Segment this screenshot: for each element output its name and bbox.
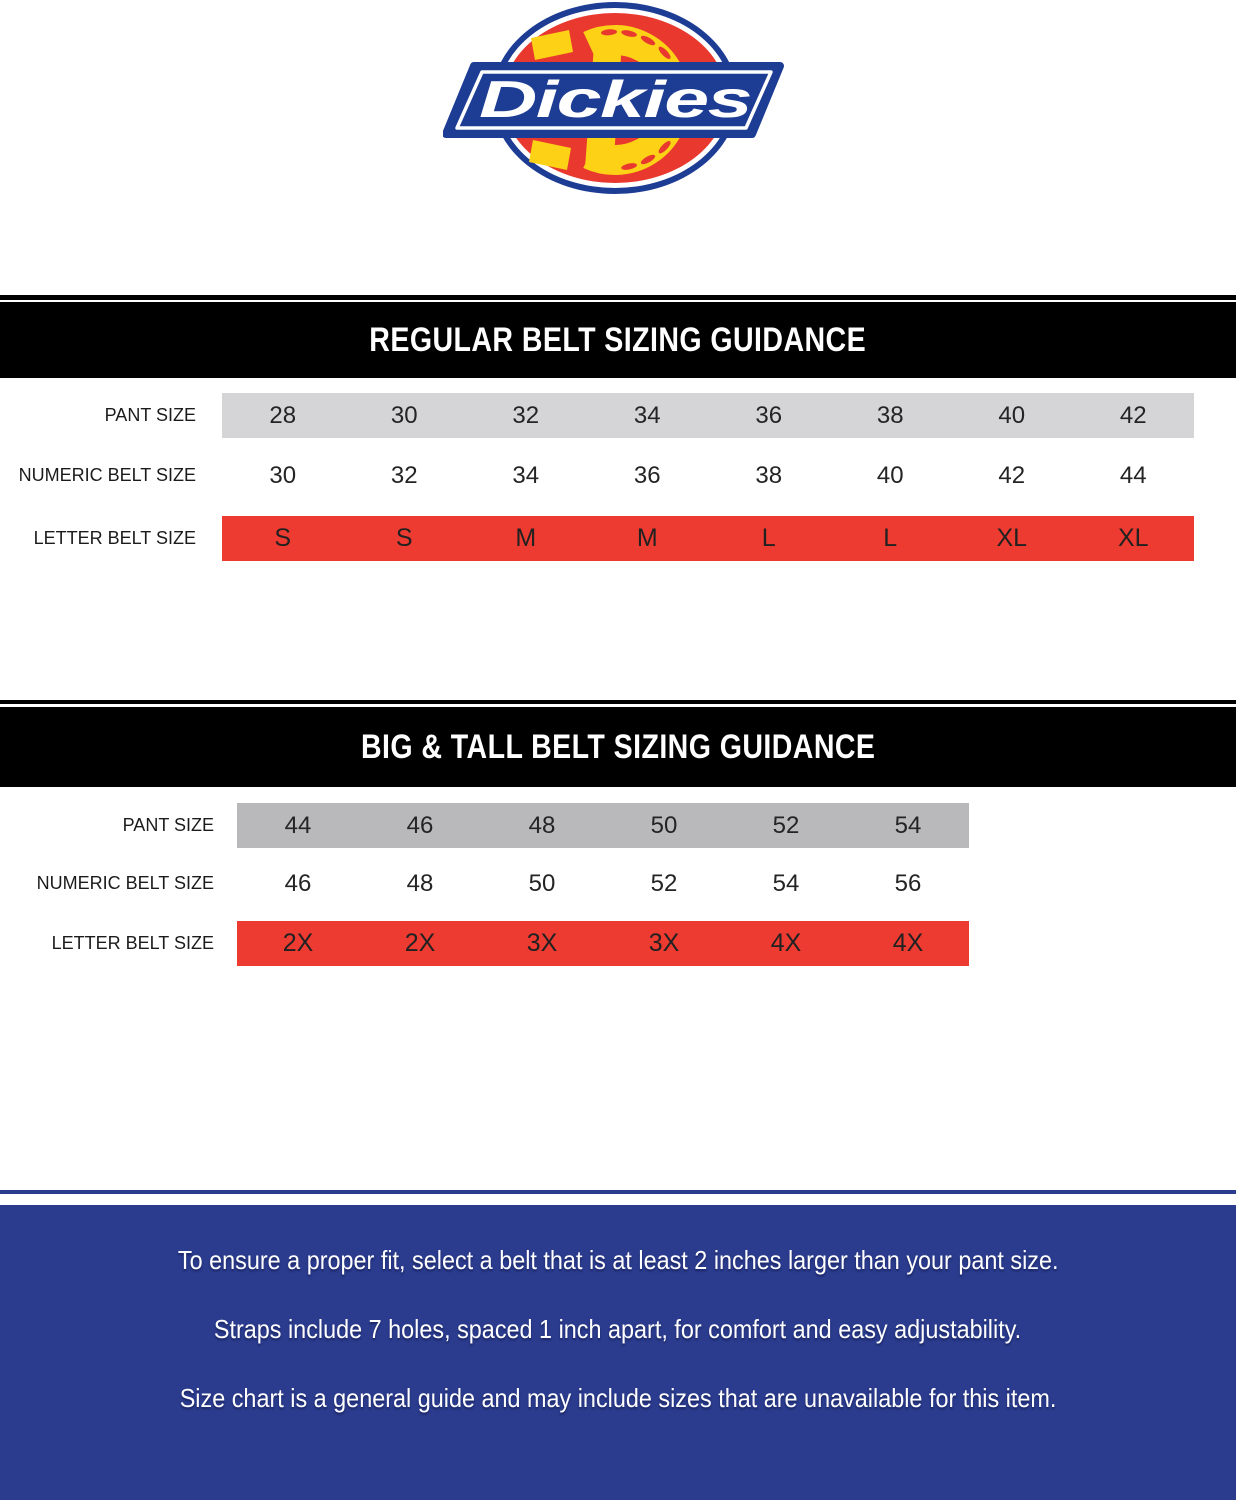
size-cell: 46: [284, 869, 312, 897]
size-cell: 40: [876, 461, 904, 489]
size-cell: 42: [998, 461, 1026, 489]
size-cell: 34: [633, 401, 661, 429]
size-cell: 32: [512, 401, 540, 429]
size-cell: 3X: [526, 929, 558, 957]
size-cell: 36: [633, 461, 661, 489]
letter-belt-size-label: LETTER BELT SIZE: [33, 528, 196, 548]
numeric-belt-size-row: [0, 861, 1236, 906]
size-cell: 38: [876, 401, 904, 429]
size-cell: 44: [1119, 461, 1147, 489]
size-cell: 4X: [892, 929, 924, 957]
size-cell: XL: [996, 524, 1028, 552]
logo-banner: [446, 66, 780, 134]
size-cell: 50: [650, 811, 678, 839]
letter-belt-size-values: [237, 921, 969, 966]
fit-note-strap-holes: Straps include 7 holes, spaced 1 inch apart, for comfort and easy adjustability.: [214, 1314, 1022, 1344]
numeric-belt-size-label: NUMERIC BELT SIZE: [18, 465, 196, 485]
size-cell: 40: [998, 401, 1026, 429]
letter-belt-size-values: [222, 516, 1194, 561]
pant-size-row: [0, 393, 1236, 438]
big-tall-sizing-title: BIG & TALL BELT SIZING GUIDANCE: [360, 727, 876, 766]
fit-note-general-guide: Size chart is a general guide and may include sizes that are unavailable for this item.: [179, 1383, 1057, 1413]
size-cell: 52: [650, 869, 678, 897]
pant-size-row: [0, 803, 1236, 848]
size-cell: 30: [390, 401, 418, 429]
size-cell: 2X: [404, 929, 436, 957]
size-cell: L: [761, 524, 776, 552]
size-cell: 54: [772, 869, 800, 897]
size-cell: L: [883, 524, 898, 552]
numeric-belt-size-values: [237, 861, 969, 906]
fit-notes-footer: [0, 1205, 1236, 1500]
logo-wordmark: Dickies: [479, 71, 752, 129]
size-cell: S: [395, 524, 413, 552]
size-cell: 48: [528, 811, 556, 839]
size-cell: 3X: [648, 929, 680, 957]
size-cell: 36: [755, 401, 783, 429]
numeric-belt-size-label: NUMERIC BELT SIZE: [36, 873, 214, 893]
size-cell: 48: [406, 869, 434, 897]
size-cell: 4X: [770, 929, 802, 957]
divider-line: [0, 295, 1236, 300]
size-cell: 34: [512, 461, 540, 489]
pant-size-values: [237, 803, 969, 848]
size-cell: 28: [269, 401, 297, 429]
divider-line: [0, 700, 1236, 704]
pant-size-label: PANT SIZE: [122, 815, 214, 835]
letter-belt-size-label: LETTER BELT SIZE: [51, 933, 214, 953]
numeric-belt-size-values: [222, 453, 1194, 498]
size-cell: 38: [755, 461, 783, 489]
size-cell: S: [274, 524, 292, 552]
size-cell: 30: [269, 461, 297, 489]
letter-belt-size-row: [0, 516, 1236, 561]
size-cell: 44: [284, 811, 312, 839]
numeric-belt-size-row: [0, 453, 1236, 498]
regular-sizing-banner: [0, 302, 1236, 378]
big-tall-sizing-banner: [0, 707, 1236, 787]
dickies-logo: [443, 0, 793, 206]
size-cell: 42: [1119, 401, 1147, 429]
size-cell: M: [515, 524, 537, 552]
pant-size-values: [222, 393, 1194, 438]
size-cell: M: [636, 524, 658, 552]
fit-note-proper-fit: To ensure a proper fit, select a belt that is at least 2 inches larger than your pant size.: [177, 1245, 1059, 1275]
size-cell: 46: [406, 811, 434, 839]
regular-sizing-title: REGULAR BELT SIZING GUIDANCE: [369, 320, 867, 359]
size-cell: 2X: [282, 929, 314, 957]
size-cell: 56: [894, 869, 922, 897]
letter-belt-size-row: [0, 921, 1236, 966]
size-cell: 54: [894, 811, 922, 839]
divider-line: [0, 1190, 1236, 1194]
pant-size-label: PANT SIZE: [104, 405, 196, 425]
size-cell: XL: [1117, 524, 1149, 552]
size-cell: 52: [772, 811, 800, 839]
size-cell: 32: [390, 461, 418, 489]
size-cell: 50: [528, 869, 556, 897]
